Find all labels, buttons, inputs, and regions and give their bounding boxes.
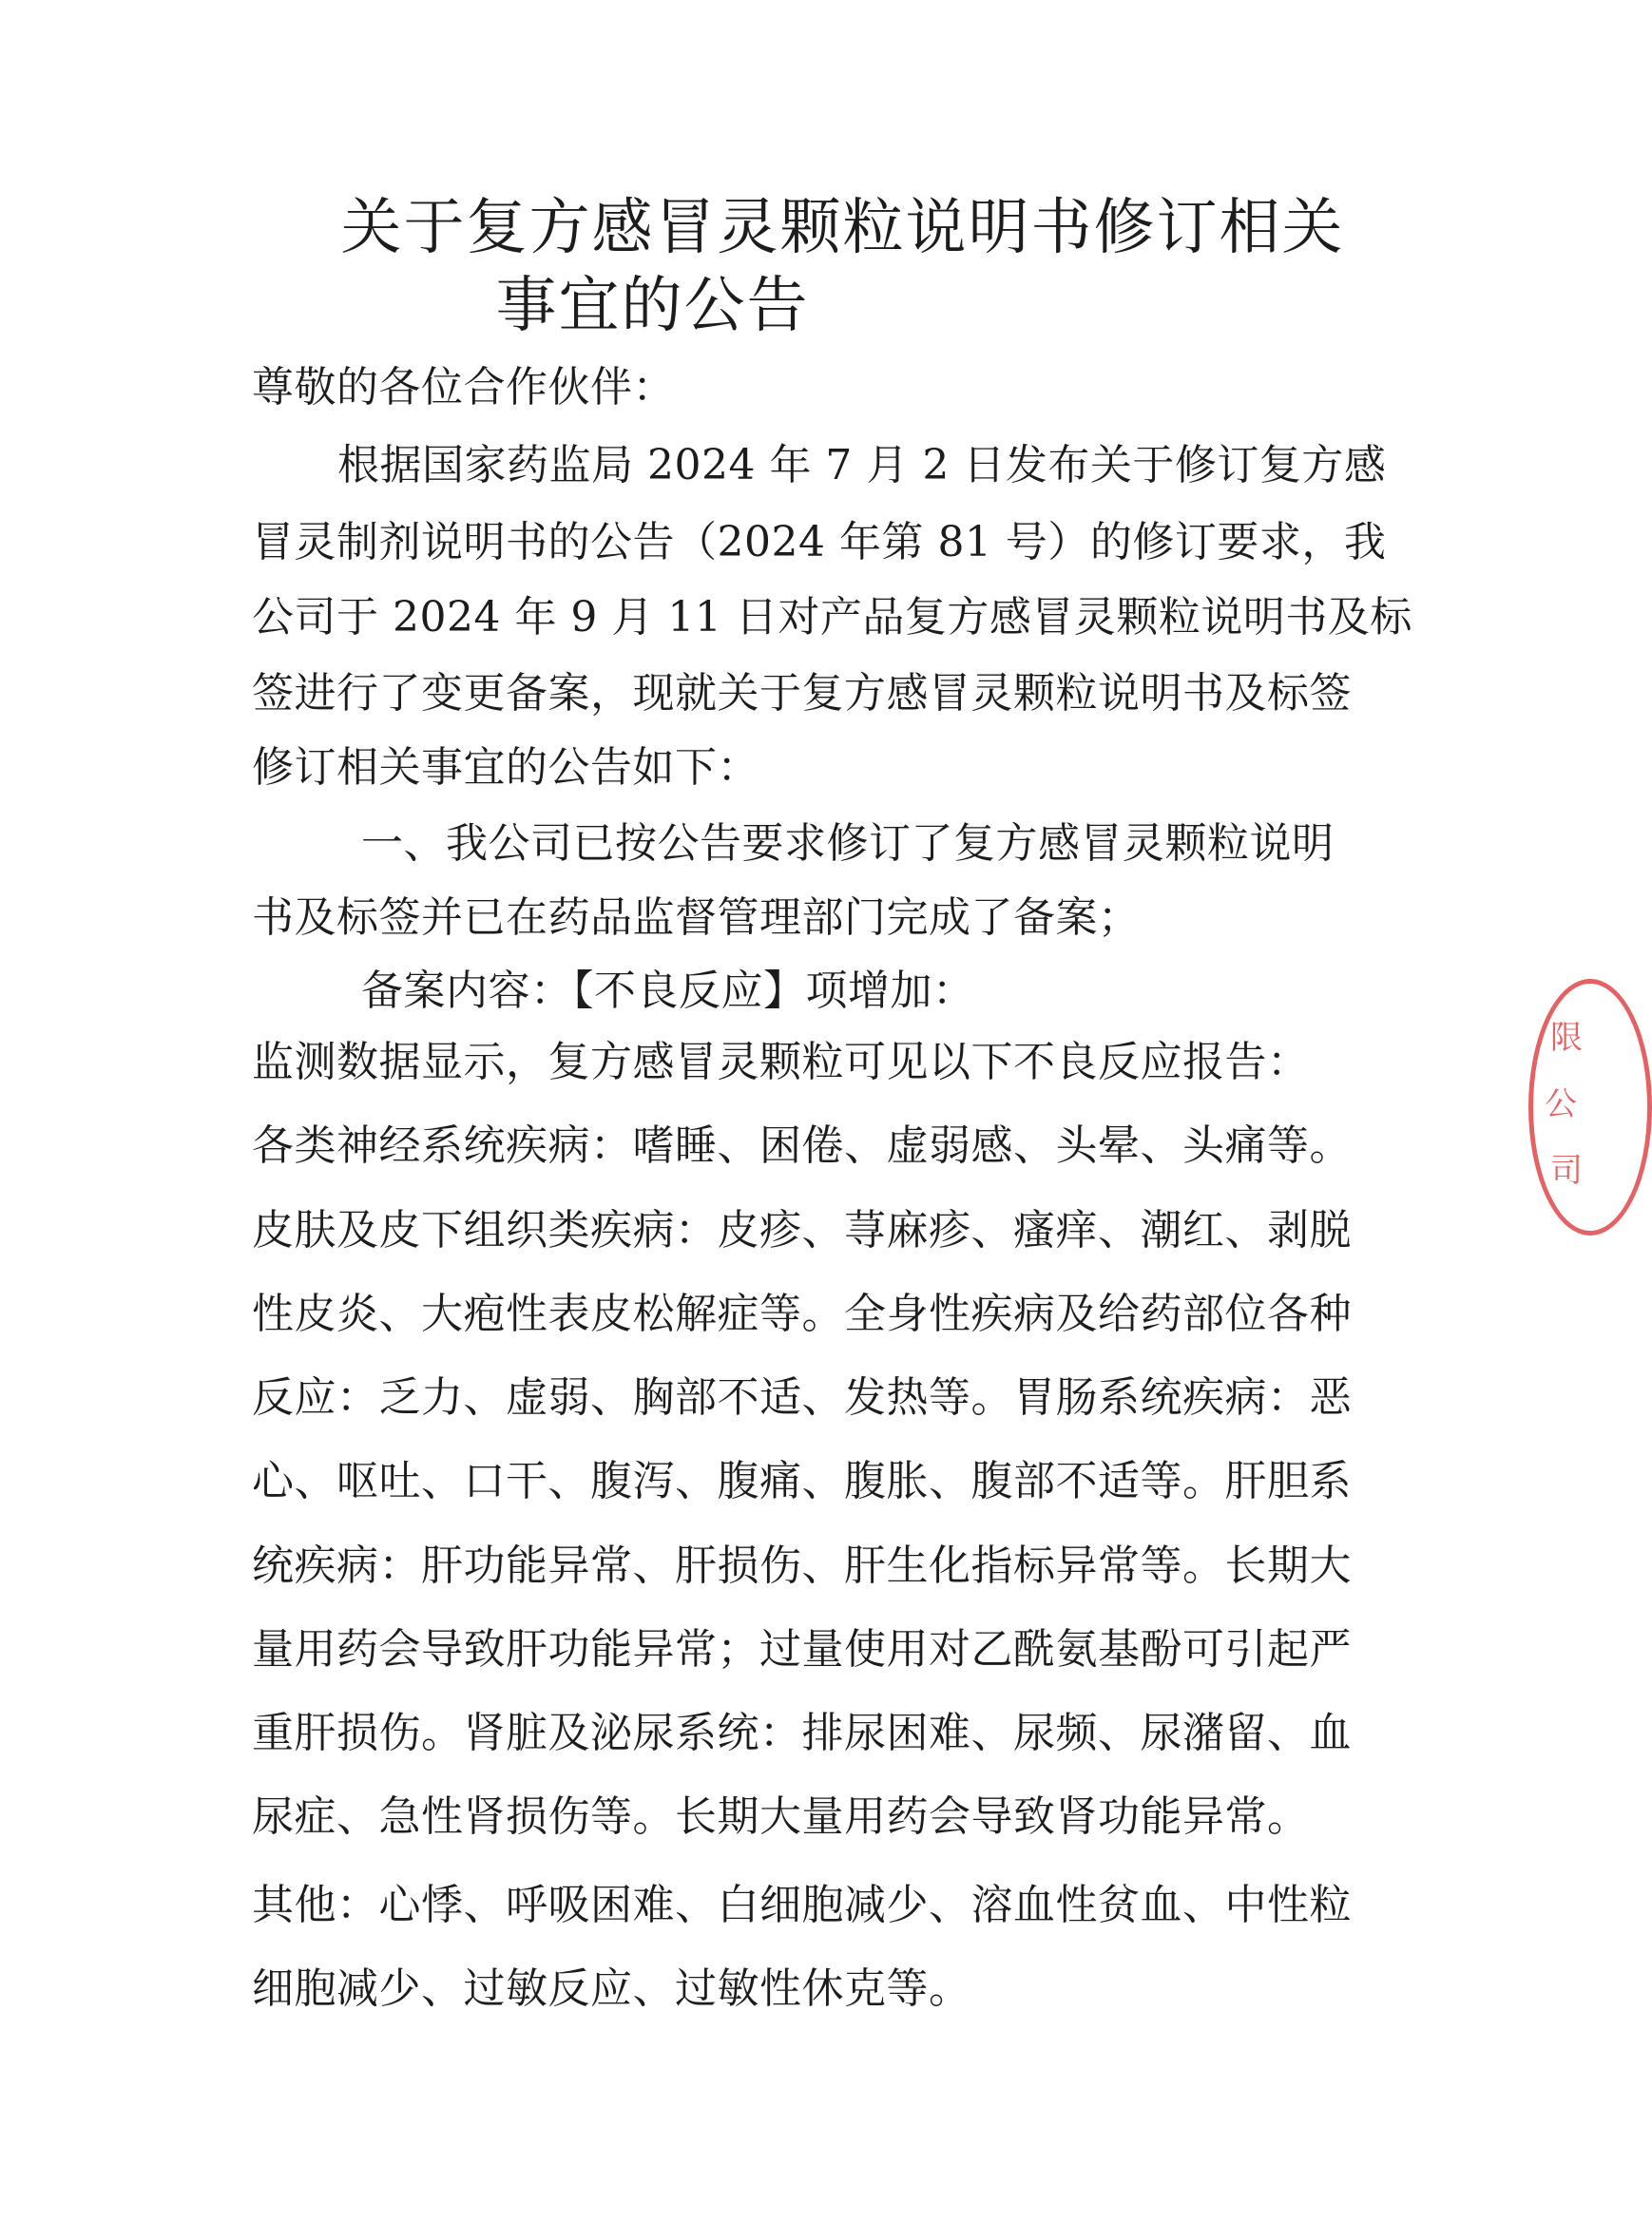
adverse-reaction-line: 性皮炎、大疱性表皮松解症等。全身性疾病及给药部位各种 <box>252 1290 1352 1338</box>
item-1-line: 一、我公司已按公告要求修订了复方感冒灵颗粒说明 <box>361 819 1335 868</box>
company-seal-stamp <box>1528 979 1652 1236</box>
adverse-reaction-line: 心、呕吐、口干、腹泻、腹痛、腹胀、腹部不适等。肝胆系 <box>252 1457 1352 1505</box>
document-title-line-2: 事宜的公告 <box>495 271 810 341</box>
adverse-reaction-line: 反应：乏力、虚弱、胸部不适、发热等。胃肠系统疾病：恶 <box>252 1373 1352 1422</box>
filing-content-heading: 备案内容：【不良反应】项增加： <box>361 967 975 1015</box>
adverse-reaction-line: 重肝损伤。肾脏及泌尿系统：排尿困难、尿频、尿潴留、血 <box>252 1709 1352 1757</box>
adverse-reaction-line: 细胞减少、过敏反应、过敏性休克等。 <box>252 1964 971 2013</box>
item-1-line: 书及标签并已在药品监督管理部门完成了备案； <box>252 893 1141 942</box>
paragraph-1-line: 修订相关事宜的公告如下： <box>252 743 759 792</box>
paragraph-1-line: 根据国家药监局 2024 年 7 月 2 日发布关于修订复方感 <box>337 441 1387 489</box>
adverse-reaction-line: 尿症、急性肾损伤等。长期大量用药会导致肾功能异常。 <box>252 1792 1310 1841</box>
paragraph-1-line: 冒灵制剂说明书的公告（2024 年第 81 号）的修订要求，我 <box>252 518 1387 566</box>
adverse-reaction-line: 统疾病：肝功能异常、肝损伤、肝生化指标异常等。长期大 <box>252 1542 1352 1590</box>
adverse-reaction-line: 量用药会导致肝功能异常；过量使用对乙酰氨基酚可引起严 <box>252 1625 1352 1674</box>
document-title-line-1: 关于复方感冒灵颗粒说明书修订相关 <box>340 193 1345 263</box>
adverse-reaction-line: 各类神经系统疾病：嗜睡、困倦、虚弱感、头晕、头痛等。 <box>252 1121 1352 1170</box>
seal-char: 司 <box>1550 1152 1583 1190</box>
salutation: 尊敬的各位合作伙伴： <box>252 363 675 412</box>
adverse-reaction-line: 监测数据显示，复方感冒灵颗粒可见以下不良反应报告： <box>252 1038 1310 1086</box>
paragraph-1-line: 公司于 2024 年 9 月 11 日对产品复方感冒灵颗粒说明书及标 <box>252 593 1412 642</box>
seal-char: 限 <box>1550 1019 1583 1057</box>
paragraph-1-line: 签进行了变更备案，现就关于复方感冒灵颗粒说明书及标签 <box>252 669 1352 718</box>
adverse-reaction-line: 皮肤及皮下组织类疾病：皮疹、荨麻疹、瘙痒、潮红、剥脱 <box>252 1206 1352 1255</box>
seal-char: 公 <box>1545 1085 1577 1123</box>
adverse-reaction-line: 其他：心悸、呼吸困难、白细胞减少、溶血性贫血、中性粒 <box>252 1881 1352 1929</box>
